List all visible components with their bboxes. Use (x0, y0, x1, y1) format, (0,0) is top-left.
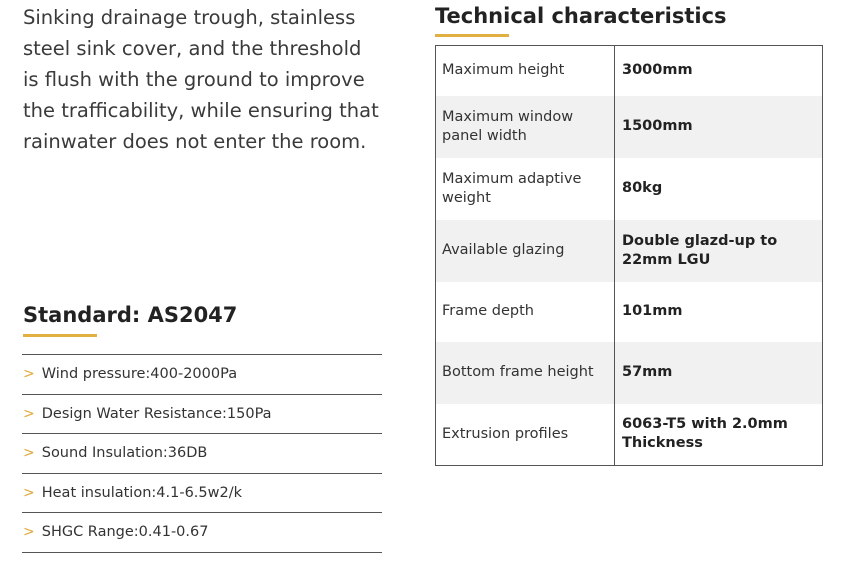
table-row (436, 46, 823, 96)
chevron-right-icon: > (23, 366, 35, 383)
spec-key: Maximum height (436, 46, 615, 96)
spec-value: 3000mm (615, 46, 823, 96)
standard-list (22, 354, 382, 553)
spec-value: 1500mm (615, 96, 823, 158)
chevron-right-icon: > (23, 524, 35, 541)
spec-key: Bottom frame height (436, 342, 615, 404)
list-item (22, 355, 382, 395)
spec-key: Maximum window panel width (436, 96, 615, 158)
table-row (436, 96, 823, 158)
standard-title-underline (23, 334, 97, 337)
list-item-label: Heat insulation:4.1-6.5w2/k (41, 484, 242, 501)
table-row (436, 220, 823, 282)
spec-value: 101mm (615, 282, 823, 342)
technical-title-underline (435, 34, 509, 37)
list-item (22, 474, 382, 514)
list-item-label: SHGC Range:0.41-0.67 (41, 524, 209, 541)
spec-key: Extrusion profiles (436, 404, 615, 466)
table-row (436, 282, 823, 342)
intro-paragraph: Sinking drainage trough, stainless steel sink cover, and the threshold is flush with the ground to improve the trafficability, while ensuring that rainwater does not enter the room. (23, 6, 379, 153)
spec-value: Double glazd-up to 22mm LGU (615, 220, 823, 282)
chevron-right-icon: > (23, 484, 35, 501)
list-item (22, 395, 382, 435)
standard-title: Standard: AS2047 (23, 303, 238, 327)
list-item-label: Design Water Resistance:150Pa (41, 405, 272, 422)
list-item-label: Sound Insulation:36DB (41, 445, 208, 462)
technical-title: Technical characteristics (435, 4, 727, 28)
list-item (22, 513, 382, 553)
spec-key: Available glazing (436, 220, 615, 282)
list-item (22, 434, 382, 474)
spec-value: 80kg (615, 158, 823, 220)
spec-value: 57mm (615, 342, 823, 404)
technical-table (435, 45, 823, 466)
spec-value: 6063-T5 with 2.0mm Thickness (615, 404, 823, 466)
list-item-label: Wind pressure:400-2000Pa (41, 366, 238, 383)
chevron-right-icon: > (23, 405, 35, 422)
table-row (436, 404, 823, 466)
spec-key: Maximum adaptive weight (436, 158, 615, 220)
spec-key: Frame depth (436, 282, 615, 342)
table-row (436, 342, 823, 404)
chevron-right-icon: > (23, 445, 35, 462)
table-row (436, 158, 823, 220)
